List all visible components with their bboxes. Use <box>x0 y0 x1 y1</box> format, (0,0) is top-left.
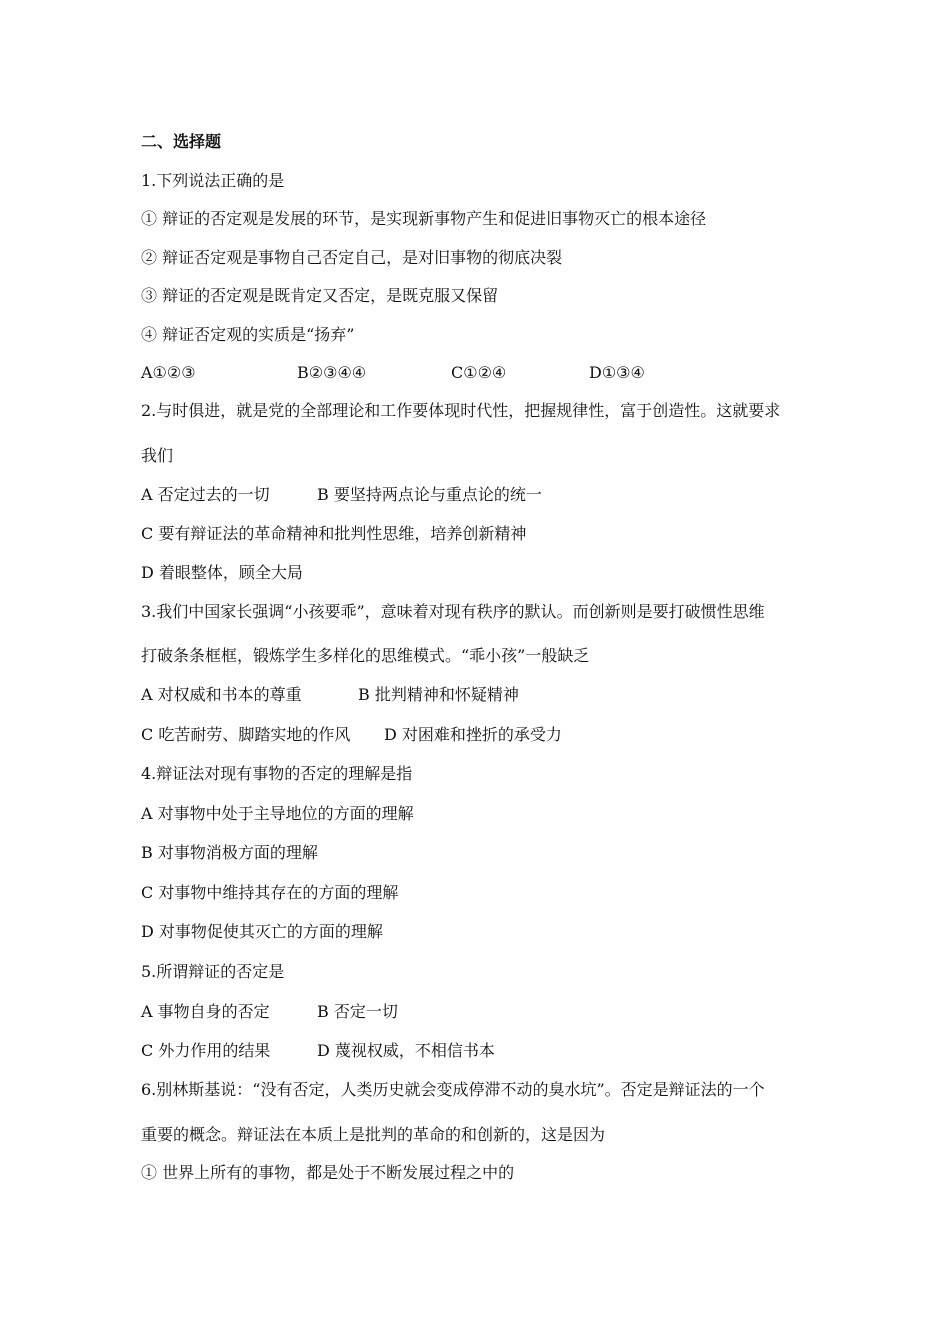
q5-option-a: A 事物自身的否定 <box>141 1002 270 1021</box>
q6-stem-line1: 6.别林斯基说：“没有否定，人类历史就会变成停滞不动的臭水坑”。否定是辩证法的一个 <box>141 1080 765 1099</box>
q2-option-d: D 着眼整体，顾全大局 <box>141 563 303 582</box>
q5-option-c: C 外力作用的结果 <box>141 1041 271 1060</box>
q2-option-c: C 要有辩证法的革命精神和批判性思维，培养创新精神 <box>141 524 527 543</box>
q1-item-1: ① 辩证的否定观是发展的环节，是实现新事物产生和促进旧事物灭亡的根本途径 <box>141 209 707 228</box>
q6-item-1: ① 世界上所有的事物，都是处于不断发展过程之中的 <box>141 1163 515 1182</box>
q3-option-d: D 对困难和挫折的承受力 <box>384 725 562 744</box>
q5-stem: 5.所谓辩证的否定是 <box>141 962 285 981</box>
q2-stem-line1: 2.与时俱进，就是党的全部理论和工作要体现时代性，把握规律性，富于创造性。这就要求 <box>141 401 781 420</box>
q4-option-c: C 对事物中维持其存在的方面的理解 <box>141 883 399 902</box>
q5-option-b: B 否定一切 <box>317 1002 398 1021</box>
q3-option-a: A 对权威和书本的尊重 <box>141 685 302 704</box>
q2-option-b: B 要坚持两点论与重点论的统一 <box>317 485 542 504</box>
q4-option-a: A 对事物中处于主导地位的方面的理解 <box>141 804 414 823</box>
q3-option-b: B 批判精神和怀疑精神 <box>358 685 519 704</box>
q2-option-a: A 否定过去的一切 <box>141 485 270 504</box>
q6-stem-line2: 重要的概念。辩证法在本质上是批判的革命的和创新的，这是因为 <box>141 1125 606 1144</box>
section-title: 二、选择题 <box>141 132 222 151</box>
q5-option-d: D 蔑视权威，不相信书本 <box>317 1041 495 1060</box>
q4-stem: 4.辩证法对现有事物的否定的理解是指 <box>141 764 413 783</box>
q1-option-b: B②③④④ <box>297 363 367 382</box>
q3-option-c: C 吃苦耐劳、脚踏实地的作风 <box>141 725 351 744</box>
q2-stem-line2: 我们 <box>141 446 174 465</box>
q4-option-d: D 对事物促使其灭亡的方面的理解 <box>141 922 383 941</box>
q1-option-a: A①②③ <box>141 363 196 382</box>
q1-item-4: ④ 辩证否定观的实质是“扬弃” <box>141 325 355 344</box>
q3-stem-line1: 3.我们中国家长强调“小孩要乖”，意味着对现有秩序的默认。而创新则是要打破惯性思维 <box>141 602 765 621</box>
q3-stem-line2: 打破条条框框，锻炼学生多样化的思维模式。“乖小孩”一般缺乏 <box>141 646 590 665</box>
q1-stem: 1.下列说法正确的是 <box>141 171 285 190</box>
q1-option-c: C①②④ <box>451 363 507 382</box>
q1-option-d: D①③④ <box>589 363 645 382</box>
q1-item-2: ② 辩证否定观是事物自己否定自己，是对旧事物的彻底决裂 <box>141 248 563 267</box>
q1-item-3: ③ 辩证的否定观是既肯定又否定，是既克服又保留 <box>141 286 499 305</box>
q4-option-b: B 对事物消极方面的理解 <box>141 843 318 862</box>
